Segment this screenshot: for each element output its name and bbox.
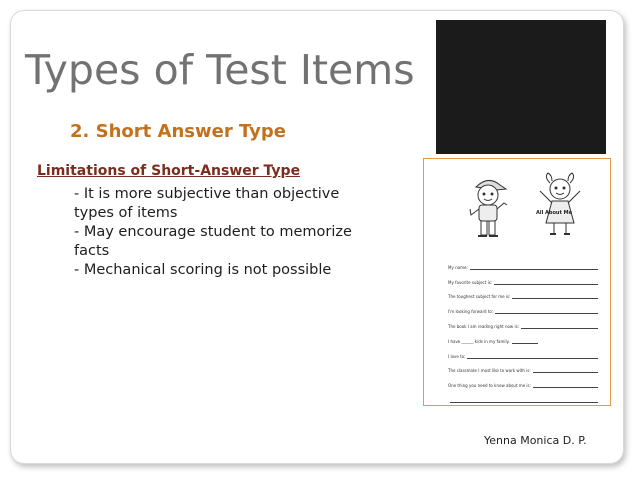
worksheet-content [432, 165, 602, 395]
worksheet-line: I love to: [448, 344, 598, 359]
slide-title: Types of Test Items [25, 46, 415, 94]
body-line: facts [74, 243, 110, 259]
worksheet-line: The classmate I most like to work with is: [448, 359, 598, 374]
worksheet-line: I have ______ kids in my family. [448, 329, 598, 344]
worksheet-image [423, 158, 611, 406]
worksheet-line: The toughest subject for me is: [448, 285, 598, 300]
worksheet-line: The book I am reading right now is: [448, 314, 598, 329]
worksheet-line: My name: [448, 255, 598, 270]
worksheet-line: One thing you need to know about me is: [448, 373, 598, 388]
body-line: types of items [74, 205, 178, 221]
worksheet-line: I'm looking forward to: [448, 299, 598, 314]
body-line: - May encourage student to memorize [74, 224, 352, 240]
worksheet-title: All About Me [536, 210, 572, 216]
worksheet-line: My favorite subject is: [448, 270, 598, 285]
body-line: - Mechanical scoring is not possible [74, 262, 332, 278]
limitations-heading: Limitations of Short-Answer Type [37, 163, 301, 179]
slide-subtitle: 2. Short Answer Type [70, 121, 286, 142]
dark-accent-panel [436, 20, 606, 154]
girl-cartoon-icon [530, 171, 590, 241]
limitations-body [74, 185, 404, 280]
body-line: - It is more subjective than objective [74, 186, 340, 202]
worksheet-line [448, 388, 598, 403]
boy-cartoon-icon [462, 173, 514, 243]
worksheet-lines [448, 255, 598, 403]
author-name: Yenna Monica D. P. [484, 434, 587, 447]
